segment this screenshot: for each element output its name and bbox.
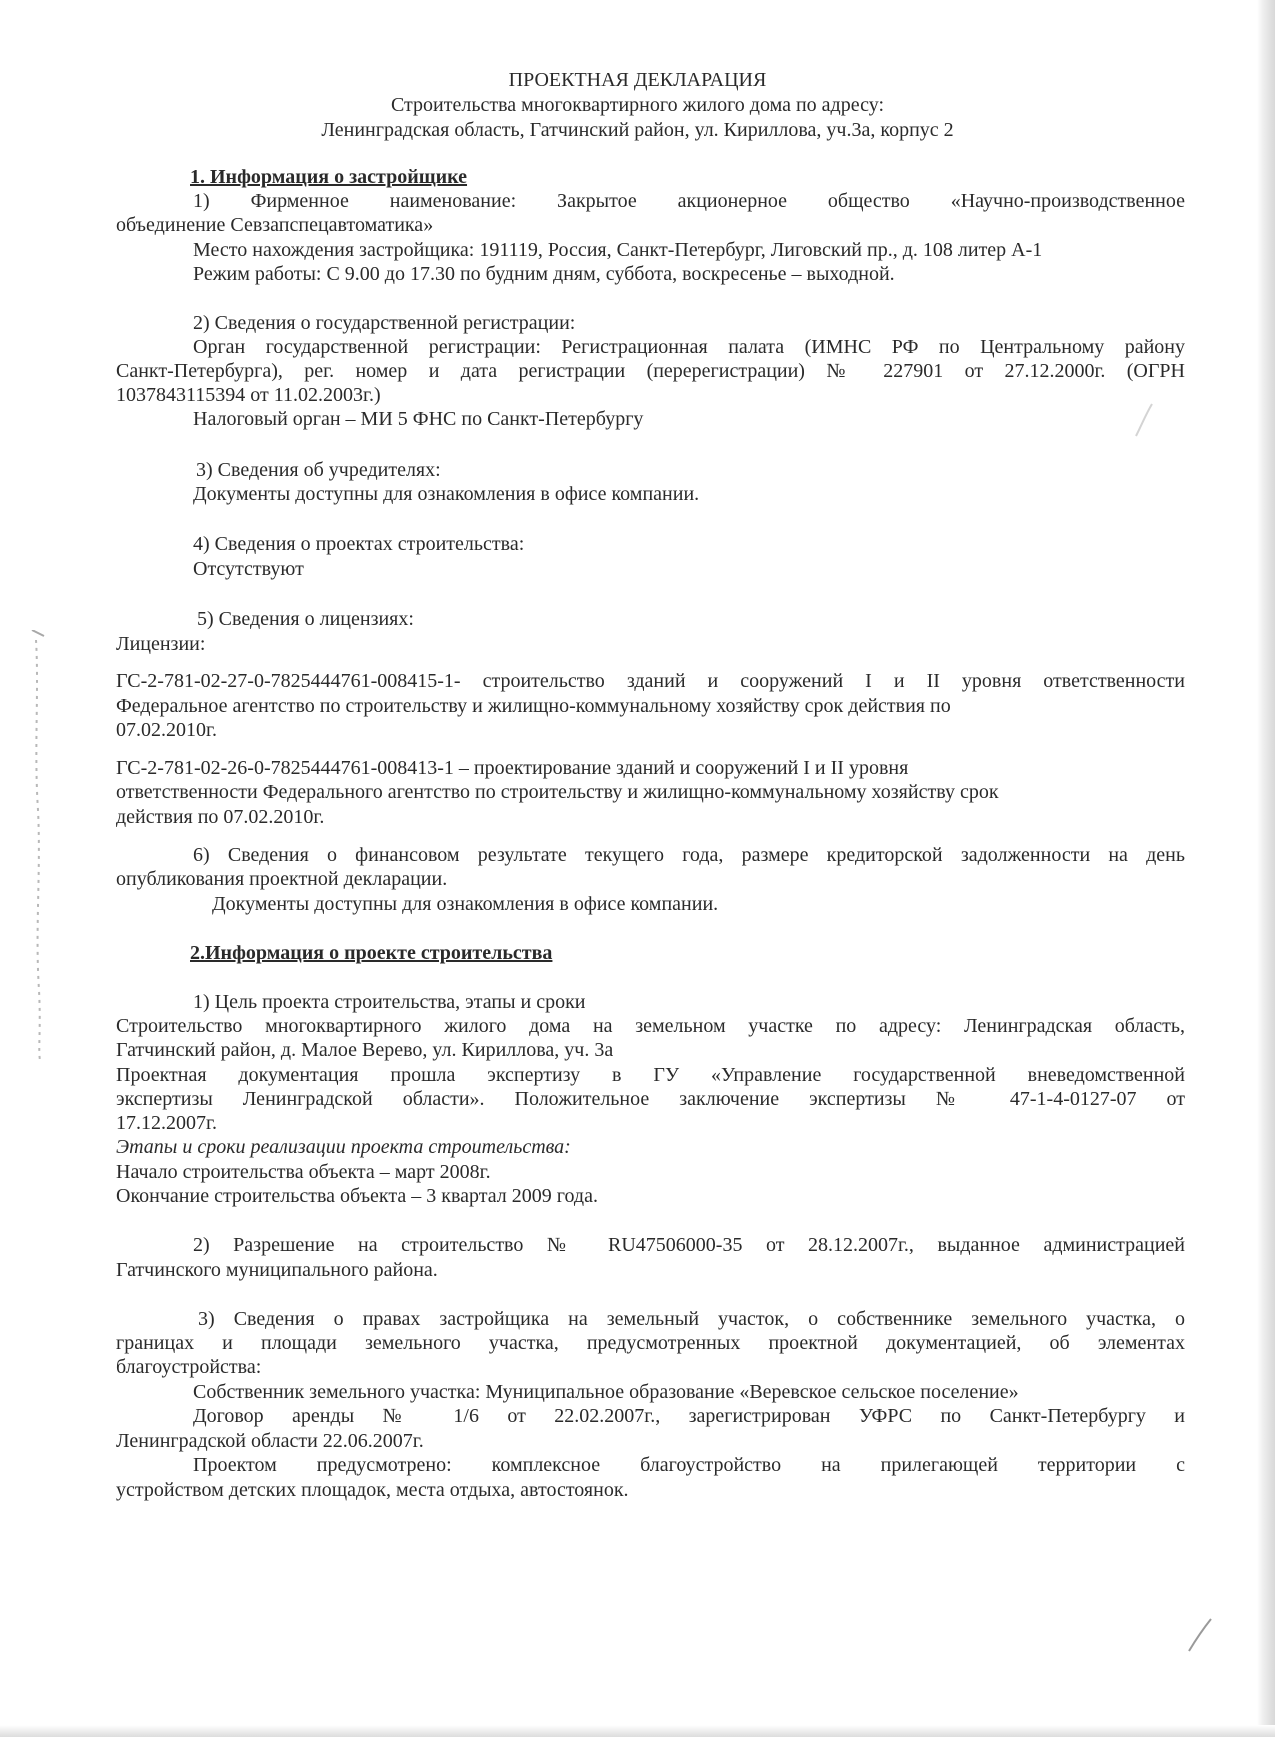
document-address: Ленинградская область, Гатчинский район, ул. Кириллова, уч.3а, корпус 2 [321,119,954,141]
s1-item2-line1: 2) Сведения о государственной регистрации: [193,312,576,334]
s1-item2-line4: 1037843115394 от 11.02.2003г.) [116,384,381,406]
s1-item2-line3: Санкт-Петербурга), рег. номер и дата регистрации (перерегистрации) № 227901 от 27.12.2000г. (ОГРН [116,360,1185,382]
s2-item3-line3: благоустройства: [116,1356,262,1378]
pen-mark [1185,1615,1215,1655]
faint-pen-mark [1130,400,1160,440]
document-title: ПРОЕКТНАЯ ДЕКЛАРАЦИЯ [508,69,767,91]
s1-item6-line3: Документы доступны для ознакомления в офисе компании. [212,893,719,915]
s1-item1-line4: Режим работы: С 9.00 до 17.30 по будним дням, суббота, воскресенье – выходной. [193,263,895,285]
s2-item3-line8: устройством детских площадок, места отдыха, автостоянок. [116,1479,629,1501]
license-1-line3: 07.02.2010г. [116,719,217,741]
license-1-line2: Федеральное агентство по строительству и жилищно-коммунальному хозяйству срок действия по [116,695,951,717]
s1-item3-line2: Документы доступны для ознакомления в офисе компании. [193,483,700,505]
section-2-heading: 2.Информация о проекте строительства [190,942,553,964]
s2-item2-line2: Гатчинского муниципального района. [116,1259,438,1281]
s1-item6-line1: 6) Сведения о финансовом результате текущего года, размере кредиторской задолженности на день [193,844,1185,866]
s1-item1-line1: 1) Фирменное наименование: Закрытое акционерное общество «Научно-производственное [193,190,1185,212]
s1-item1-line3: Место нахождения застройщика: 191119, Россия, Санкт-Петербург, Лиговский пр., д. 108 литер А-1 [193,239,1043,261]
s1-item6-line2: опубликования проектной декларации. [116,868,448,890]
s2-item3-line4: Собственник земельного участка: Муниципальное образование «Веревское сельское поселение» [193,1381,1019,1403]
s1-item1-line2: объединение Севзапспецавтоматика» [116,214,434,236]
s1-item3-line1: 3) Сведения об учредителях: [196,459,441,481]
s2-item1-line2: Строительство многоквартирного жилого дома на земельном участке по адресу: Ленинградская область, [116,1015,1185,1037]
s2-item2-line1: 2) Разрешение на строительство № RU47506000-35 от 28.12.2007г., выданное администрацией [193,1234,1185,1256]
document-subtitle: Строительства многоквартирного жилого дома по адресу: [390,94,885,116]
scan-edge-shadow-bottom [0,1725,1275,1737]
s2-item1-stages-heading: Этапы и сроки реализации проекта строительства: [116,1136,571,1158]
binding-holes-mark [30,630,54,1070]
s1-item4-line1: 4) Сведения о проектах строительства: [193,533,525,555]
license-2-line1: ГС-2-781-02-26-0-7825444761-008413-1 – проектирование зданий и сооружений I и II уровня [116,757,909,779]
s2-item1-line4: Проектная документация прошла экспертизу в ГУ «Управление государственной вневедомственной [116,1064,1185,1086]
scan-edge-shadow-right [1257,0,1275,1737]
s2-item1-line6: 17.12.2007г. [116,1112,217,1134]
s2-item3-line1: 3) Сведения о правах застройщика на земельный участок, о собственнике земельного участка, о [198,1308,1185,1330]
license-2-line2: ответственности Федерального агентство по строительству и жилищно-коммунальному хозяйству срок [116,781,999,803]
s1-item2-line5: Налоговый орган – МИ 5 ФНС по Санкт-Петербургу [193,408,644,430]
s2-item3-line7: Проектом предусмотрено: комплексное благоустройство на прилегающей территории с [193,1454,1185,1476]
s1-item4-line2: Отсутствуют [193,558,304,580]
section-1-heading: 1. Информация о застройщике [190,166,468,188]
s2-item1-line1: 1) Цель проекта строительства, этапы и сроки [193,991,586,1013]
s1-item2-line2: Орган государственной регистрации: Регистрационная палата (ИМНС РФ по Центральному району [193,336,1185,358]
license-2-line3: действия по 07.02.2010г. [116,806,325,828]
s2-item3-line6: Ленинградской области 22.06.2007г. [116,1430,424,1452]
s2-item1-line5: экспертизы Ленинградской области». Положительное заключение экспертизы № 47-1-4-0127-07 от [116,1088,1185,1110]
s1-item5-line1: 5) Сведения о лицензиях: [197,608,414,630]
s2-item3-line5: Договор аренды № 1/6 от 22.02.2007г., зарегистрирован УФРС по Санкт-Петербургу и [193,1405,1185,1427]
s2-item1-line3: Гатчинский район, д. Малое Верево, ул. Кириллова, уч. 3а [116,1039,614,1061]
s2-item1-line8: Начало строительства объекта – март 2008г. [116,1161,491,1183]
license-1-line1: ГС-2-781-02-27-0-7825444761-008415-1- строительство зданий и сооружений I и II уровня ответственности [116,670,1185,692]
s2-item3-line2: границах и площади земельного участка, предусмотренных проектной документацией, об элементах [116,1332,1185,1354]
s2-item1-line9: Окончание строительства объекта – 3 квартал 2009 года. [116,1185,598,1207]
s1-item5-line2: Лицензии: [116,633,206,655]
